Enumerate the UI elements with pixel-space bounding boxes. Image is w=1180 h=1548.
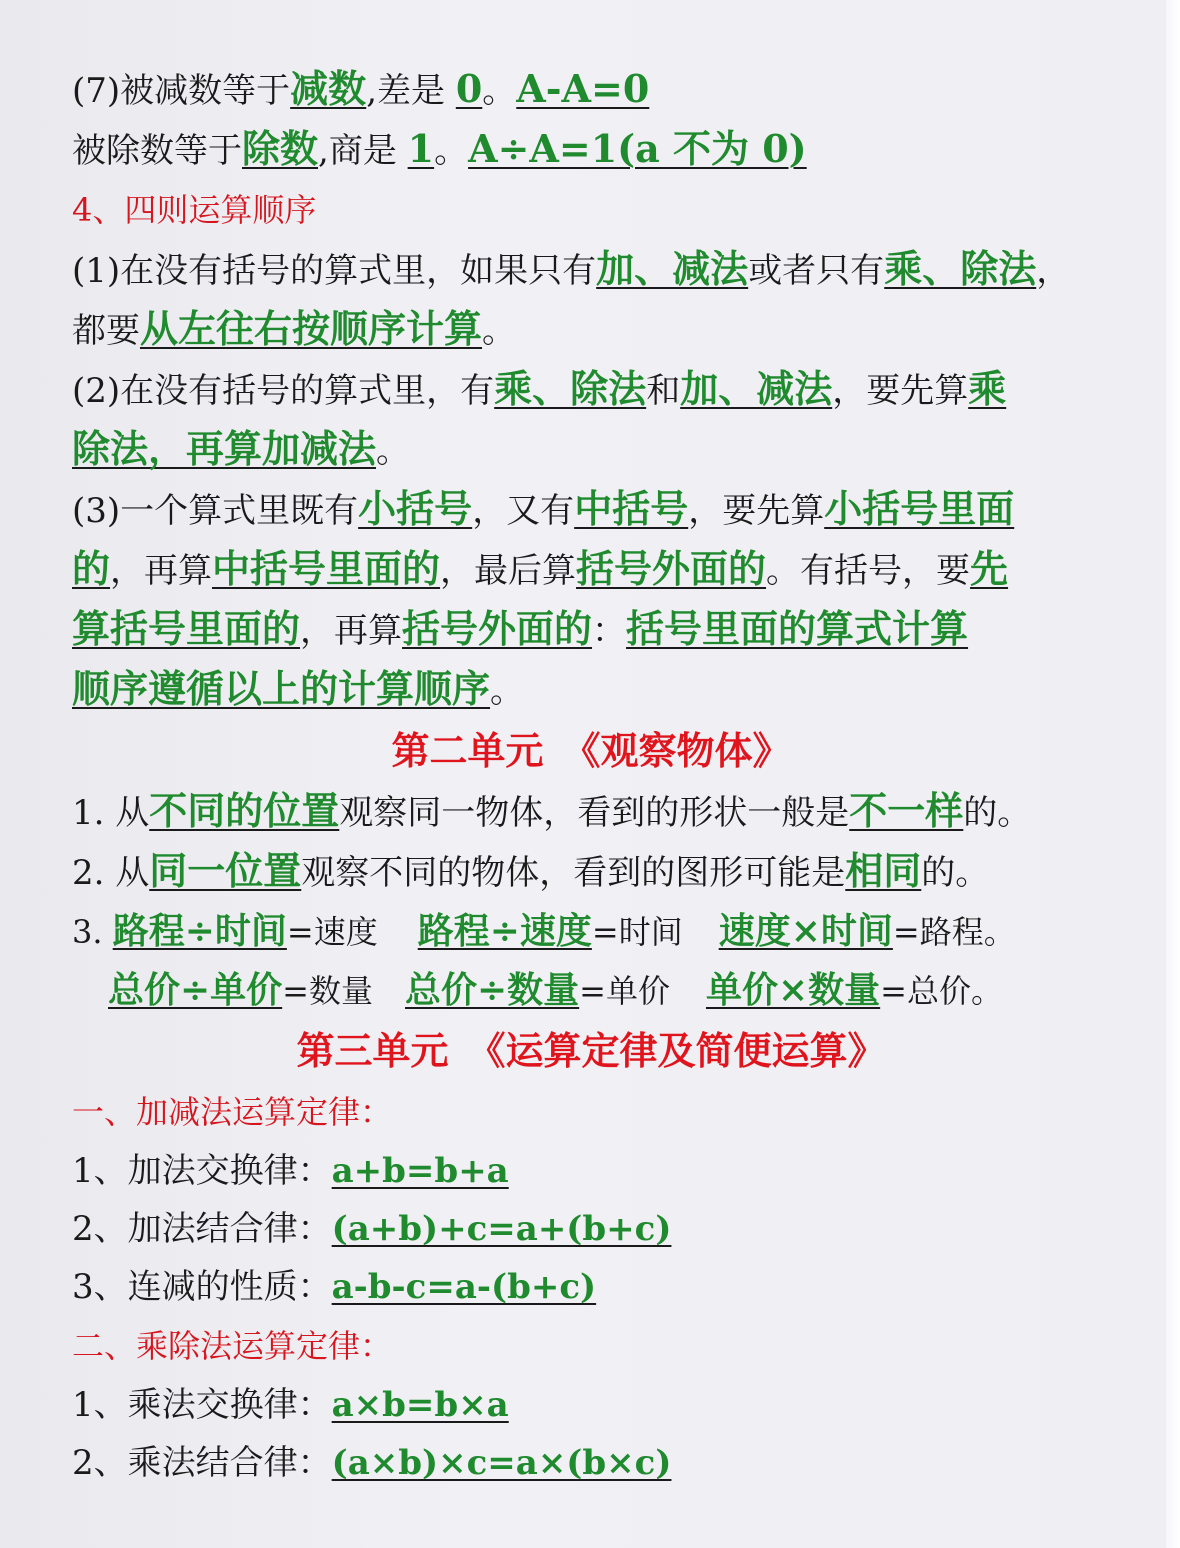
page-edge bbox=[1166, 0, 1180, 1548]
text: 观察同一物体，看到的形状一般是 bbox=[339, 793, 850, 833]
law-add-associative bbox=[72, 1200, 1110, 1258]
answer: 的 bbox=[72, 546, 111, 591]
rule-subtraction-same bbox=[72, 60, 1110, 120]
answer: 不同的位置 bbox=[149, 788, 340, 833]
order-rule-3-line-b bbox=[72, 540, 1110, 600]
answer: 从左往右按顺序计算 bbox=[140, 306, 483, 351]
answer: 加、减法 bbox=[596, 246, 749, 291]
section-title-order-of-operations: 4、四则运算顺序 bbox=[72, 191, 317, 229]
answer: 括号里面的算式计算 bbox=[626, 606, 969, 651]
answer: 小括号 bbox=[358, 486, 473, 531]
text: =时间 bbox=[591, 913, 683, 951]
answer: 不一样 bbox=[849, 788, 964, 833]
text: ， bbox=[1036, 251, 1071, 291]
text: 。有括号，要 bbox=[766, 551, 971, 591]
text: 。 bbox=[482, 311, 517, 351]
text: =单价 bbox=[579, 972, 670, 1010]
formula: 总价÷单价 bbox=[108, 969, 283, 1011]
answer: 乘、除法 bbox=[884, 246, 1037, 291]
text: ，再算 bbox=[110, 551, 213, 591]
text: 。 bbox=[434, 131, 469, 171]
answer: 中括号里面的 bbox=[212, 546, 441, 591]
order-rule-1-line-a bbox=[72, 240, 1110, 300]
order-rule-3-line-d bbox=[72, 660, 1110, 720]
law-add-commutative bbox=[72, 1142, 1110, 1200]
unit-2-heading: 第二单元 《观察物体》 bbox=[391, 728, 791, 773]
answer: 小括号里面 bbox=[824, 486, 1015, 531]
formula: a×b=b×a bbox=[331, 1385, 509, 1425]
answer: 顺序遵循以上的计算顺序 bbox=[72, 666, 491, 711]
answer: 括号外面的 bbox=[576, 546, 767, 591]
text: 都要 bbox=[72, 311, 140, 351]
text: ，又有 bbox=[472, 491, 575, 531]
text: 1、乘法交换律： bbox=[72, 1385, 332, 1425]
formula: 总价÷数量 bbox=[405, 969, 580, 1011]
answer: 0 bbox=[455, 66, 483, 111]
text: 或者只有 bbox=[748, 251, 885, 291]
formula: 速度×时间 bbox=[718, 910, 893, 952]
answer: 同一位置 bbox=[149, 848, 302, 893]
text: ,商是 bbox=[318, 131, 408, 171]
text: =路程。 bbox=[892, 913, 1016, 951]
price-quantity-formulas bbox=[72, 961, 1110, 1020]
answer: 减数 bbox=[290, 66, 367, 111]
text: 的。 bbox=[921, 853, 990, 893]
text: =速度 bbox=[286, 913, 378, 951]
text: 2、加法结合律： bbox=[72, 1209, 332, 1249]
speed-time-distance-formulas bbox=[72, 902, 1110, 961]
order-rule-2-line-a bbox=[72, 360, 1110, 420]
text: 2. 从 bbox=[72, 853, 150, 893]
answer: 相同 bbox=[845, 848, 922, 893]
text: =总价。 bbox=[880, 972, 1003, 1010]
text: (7)被减数等于 bbox=[72, 71, 291, 111]
answer: 乘、除法 bbox=[494, 366, 647, 411]
answer: 乘 bbox=[968, 366, 1007, 411]
formula: a+b=b+a bbox=[331, 1151, 509, 1191]
text: 的。 bbox=[963, 793, 1032, 833]
law-mul-commutative bbox=[72, 1376, 1110, 1434]
answer: A÷A=1(a 不为 0) bbox=[468, 126, 807, 171]
text: ，最后算 bbox=[440, 551, 577, 591]
observe-rule-1 bbox=[72, 782, 1110, 842]
formula: a-b-c=a-(b+c) bbox=[331, 1267, 597, 1307]
answer: 先 bbox=[970, 546, 1009, 591]
answer: 中括号 bbox=[574, 486, 689, 531]
answer: 除数 bbox=[242, 126, 319, 171]
text: ，要先算 bbox=[688, 491, 825, 531]
section-title-mul-div-laws: 二、乘除法运算定律： bbox=[72, 1327, 393, 1365]
text: 。 bbox=[482, 71, 517, 111]
text: ： bbox=[592, 611, 627, 651]
answer: 1 bbox=[407, 126, 435, 171]
formula: 路程÷速度 bbox=[417, 910, 592, 952]
unit-3-heading: 第三单元 《运算定律及简便运算》 bbox=[296, 1028, 886, 1073]
observe-rule-2 bbox=[72, 842, 1110, 902]
order-rule-2-line-b bbox=[72, 420, 1110, 480]
answer: 括号外面的 bbox=[402, 606, 593, 651]
text: ，要先算 bbox=[832, 371, 969, 411]
rule-division-same bbox=[72, 120, 1110, 180]
text: 被除数等于 bbox=[72, 131, 242, 171]
formula: (a+b)+c=a+(b+c) bbox=[331, 1209, 672, 1249]
answer: 除法，再算加减法 bbox=[72, 426, 377, 471]
text: 3. bbox=[72, 913, 113, 951]
text: ，再算 bbox=[300, 611, 403, 651]
answer: 加、减法 bbox=[680, 366, 833, 411]
text: 观察不同的物体，看到的图形可能是 bbox=[301, 853, 846, 893]
formula: 路程÷时间 bbox=[112, 910, 287, 952]
answer: A-A=0 bbox=[516, 66, 650, 111]
order-rule-3-line-c bbox=[72, 600, 1110, 660]
section-title-add-sub-laws: 一、加减法运算定律： bbox=[72, 1093, 393, 1131]
text: 3、连减的性质： bbox=[72, 1267, 332, 1307]
law-consecutive-subtraction bbox=[72, 1258, 1110, 1316]
text: (1)在没有括号的算式里，如果只有 bbox=[72, 251, 597, 291]
text: =数量 bbox=[282, 972, 373, 1010]
order-rule-1-line-b bbox=[72, 300, 1110, 360]
text: 1. 从 bbox=[72, 793, 150, 833]
text: 和 bbox=[646, 371, 681, 411]
text: 。 bbox=[490, 671, 525, 711]
text: ,差是 bbox=[366, 71, 456, 111]
formula: 单价×数量 bbox=[706, 969, 881, 1011]
text: 1、加法交换律： bbox=[72, 1151, 332, 1191]
text: (3)一个算式里既有 bbox=[72, 491, 359, 531]
formula: (a×b)×c=a×(b×c) bbox=[331, 1443, 672, 1483]
law-mul-associative bbox=[72, 1434, 1110, 1492]
answer: 算括号里面的 bbox=[72, 606, 301, 651]
text: 2、乘法结合律： bbox=[72, 1443, 332, 1483]
text: 。 bbox=[376, 431, 411, 471]
text: (2)在没有括号的算式里，有 bbox=[72, 371, 495, 411]
order-rule-3-line-a bbox=[72, 480, 1110, 540]
